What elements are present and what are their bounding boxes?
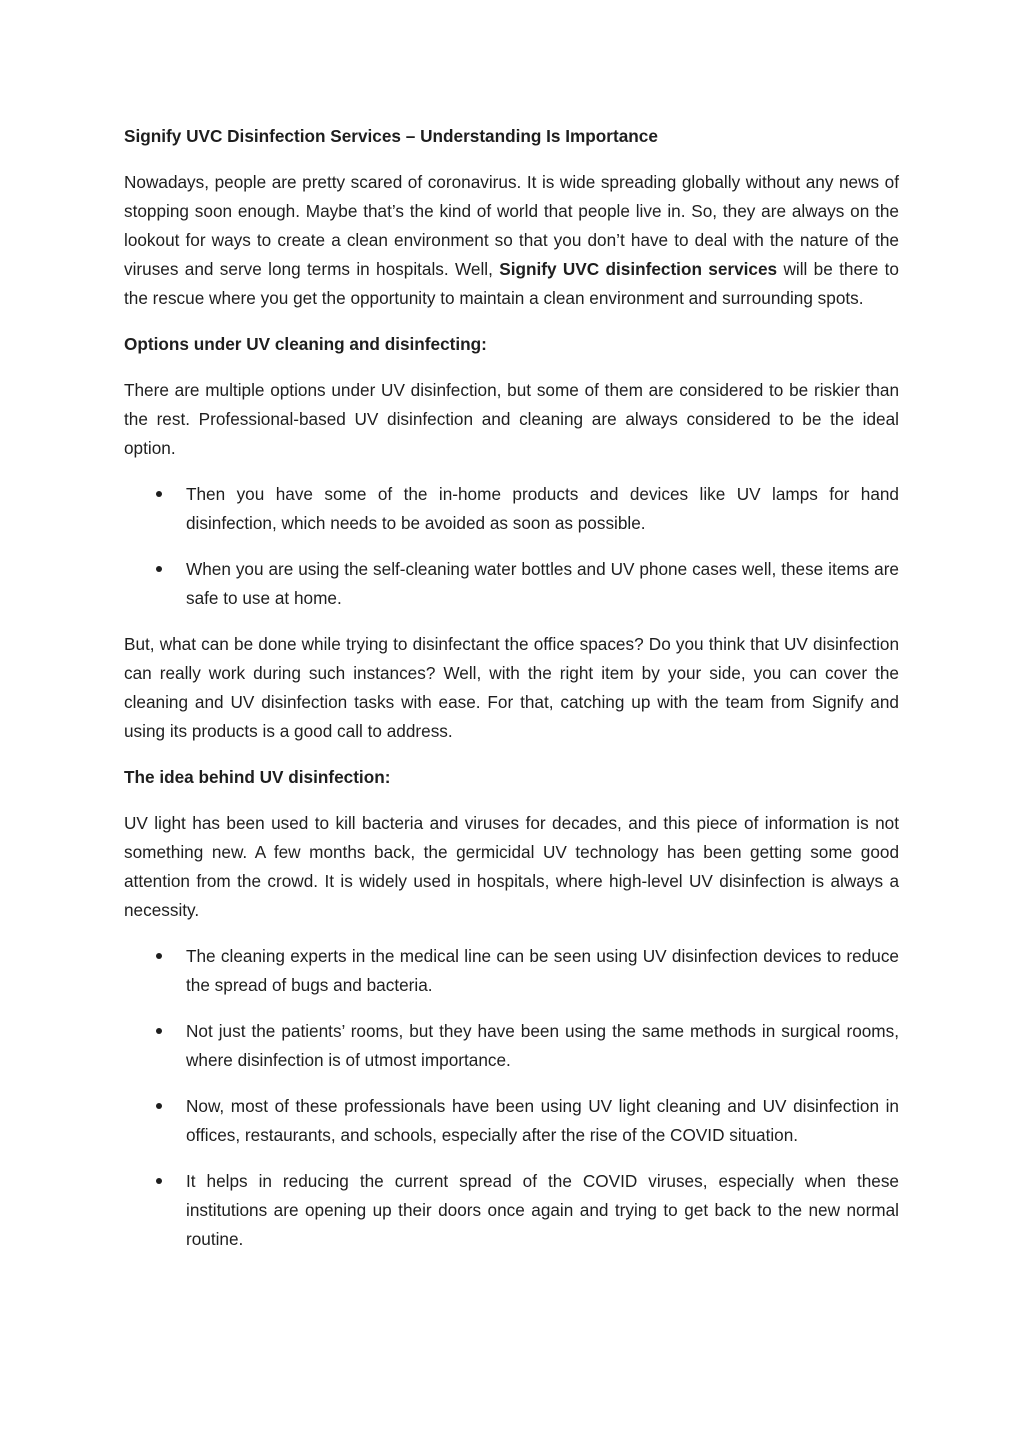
list-item <box>124 555 899 613</box>
list-item <box>124 1017 899 1075</box>
intro-bold-text: Signify UVC disinfection services <box>499 259 778 279</box>
options-paragraph: There are multiple options under UV disinfection, but some of them are considered to be riskier than the rest. Professional-based UV disinfection and cleaning are always considered to be the ideal option. <box>124 380 899 458</box>
document-page <box>124 122 899 1271</box>
list-item-text: It helps in reducing the current spread of the COVID viruses, especially when these institutions are opening up their doors once again and trying to get back to the new normal routine. <box>186 1171 899 1249</box>
section-heading-idea: The idea behind UV disinfection: <box>124 767 391 787</box>
bullet-icon <box>156 1103 162 1109</box>
section-heading-options: Options under UV cleaning and disinfecting: <box>124 334 487 354</box>
bullet-icon <box>156 1178 162 1184</box>
bullet-icon <box>156 491 162 497</box>
list-item-text: Then you have some of the in-home products and devices like UV lamps for hand disinfection, which needs to be avoided as soon as possible. <box>186 484 899 533</box>
bullet-icon <box>156 953 162 959</box>
list-item <box>124 1092 899 1150</box>
office-paragraph: But, what can be done while trying to disinfectant the office spaces? Do you think that UV disinfection can really work during such instances? Well, with the right item by your side, you can cover the cleaning and UV disinfection tasks with ease. For that, catching up with the team from Signify and using its products is a good call to address. <box>124 634 899 741</box>
idea-bullet-list <box>124 942 899 1254</box>
document-title: Signify UVC Disinfection Services – Understanding Is Importance <box>124 126 658 146</box>
list-item-text: When you are using the self-cleaning water bottles and UV phone cases well, these items are safe to use at home. <box>186 559 899 608</box>
list-item-text: Not just the patients’ rooms, but they have been using the same methods in surgical rooms, where disinfection is of utmost importance. <box>186 1021 899 1070</box>
list-item <box>124 480 899 538</box>
list-item-text: The cleaning experts in the medical line can be seen using UV disinfection devices to reduce the spread of bugs and bacteria. <box>186 946 899 995</box>
options-bullet-list <box>124 480 899 613</box>
intro-text: Nowadays, people are pretty scared of coronavirus. It is wide spreading globally without any news of stopping soon enough. Maybe that’s the kind of world that people live in. So, they are always on the lookout for ways to create a clean environment so that you don’t have to deal with the nature of the viruses and serve long terms in hospitals. Well, <box>124 172 899 279</box>
list-item-text: Now, most of these professionals have been using UV light cleaning and UV disinfection in offices, restaurants, and schools, especially after the rise of the COVID situation. <box>186 1096 899 1145</box>
intro-text-end: will be there to the rescue where you get the opportunity to maintain a clean environment and surrounding spots. <box>124 259 899 308</box>
list-item <box>124 942 899 1000</box>
list-item <box>124 1167 899 1254</box>
bullet-icon <box>156 1028 162 1034</box>
idea-paragraph: UV light has been used to kill bacteria and viruses for decades, and this piece of information is not something new. A few months back, the germicidal UV technology has been getting some good attention from the crowd. It is widely used in hospitals, where high-level UV disinfection is always a necessity. <box>124 813 899 920</box>
intro-paragraph <box>124 168 899 313</box>
bullet-icon <box>156 566 162 572</box>
